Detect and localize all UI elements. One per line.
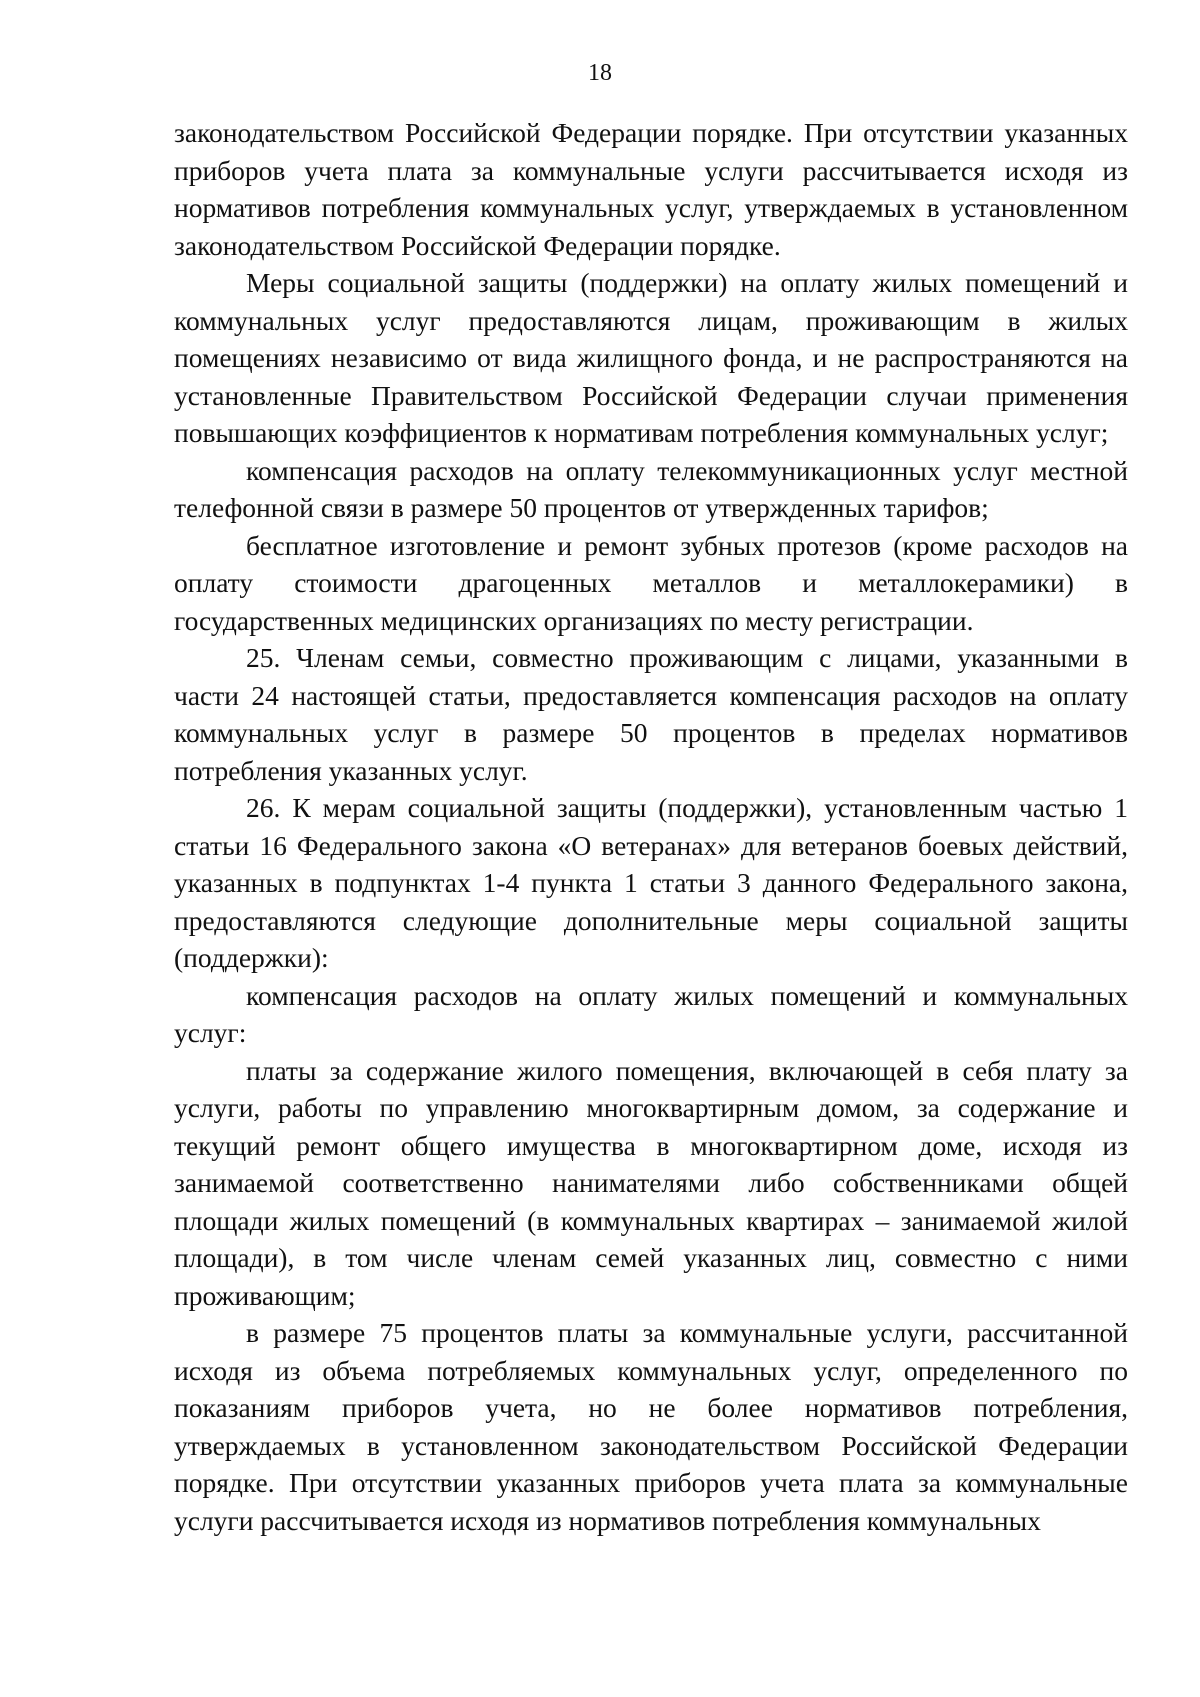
paragraph-maintenance-fee: платы за содержание жилого помещения, включающей в себя плату за услуги, работы по управлению многоквартирным домом, за содержание и текущий ремонт общего имущества в многоквартирном доме, исходя из занимаемой соответственно нанимателями либо собственниками общей площади жилых помещений (в коммунальных квартирах – занимаемой жилой площади), в том числе членам семей указанных лиц, совместно с ними проживающим;: [174, 1054, 1128, 1311]
paragraph-dental-prosthetics: бесплатное изготовление и ремонт зубных протезов (кроме расходов на оплату стоимости драгоценных металлов и металлокерамики) в государственных медицинских организациях по месту регистрации.: [174, 529, 1128, 636]
paragraph-continuation: законодательством Российской Федерации порядке. При отсутствии указанных приборов учета плата за коммунальные услуги рассчитывается исходя из нормативов потребления коммунальных услуг, утверждаемых в установленном законодательством Российской Федерации порядке.: [174, 117, 1128, 261]
page-number: 18: [588, 60, 612, 86]
document-body: [174, 114, 1128, 1539]
paragraph-utilities-75-percent: в размере 75 процентов платы за коммунальные услуги, рассчитанной исходя из объема потребляемых коммунальных услуг, определенного по показаниям приборов учета, но не более нормативов потребления, утверждаемых в установленном законодательством Российской Федерации порядке. При отсутствии указанных приборов учета плата за коммунальные услуги рассчитывается исходя из нормативов потребления коммунальных: [174, 1317, 1128, 1536]
paragraph-item-25: 25. Членам семьи, совместно проживающим с лицами, указанными в части 24 настоящей статьи, предоставляется компенсация расходов на оплату коммунальных услуг в размере 50 процентов в пределах нормативов потребления указанных услуг.: [174, 642, 1128, 786]
paragraph-item-26: 26. К мерам социальной защиты (поддержки), установленным частью 1 статьи 16 Федерального закона «О ветеранах» для ветеранов боевых действий, указанных в подпунктах 1-4 пункта 1 статьи 3 данного Федерального закона, предоставляются следующие дополнительные меры социальной защиты (поддержки):: [174, 792, 1128, 973]
paragraph-telephone-compensation: компенсация расходов на оплату телекоммуникационных услуг местной телефонной связи в размере 50 процентов от утвержденных тарифов;: [174, 454, 1128, 523]
paragraph-housing-compensation: компенсация расходов на оплату жилых помещений и коммунальных услуг:: [174, 979, 1128, 1048]
paragraph-social-support-measures: Меры социальной защиты (поддержки) на оплату жилых помещений и коммунальных услуг предоставляются лицам, проживающим в жилых помещениях независимо от вида жилищного фонда, и не распространяются на установленные Правительством Российской Федерации случаи применения повышающих коэффициентов к нормативам потребления коммунальных услуг;: [174, 267, 1128, 448]
